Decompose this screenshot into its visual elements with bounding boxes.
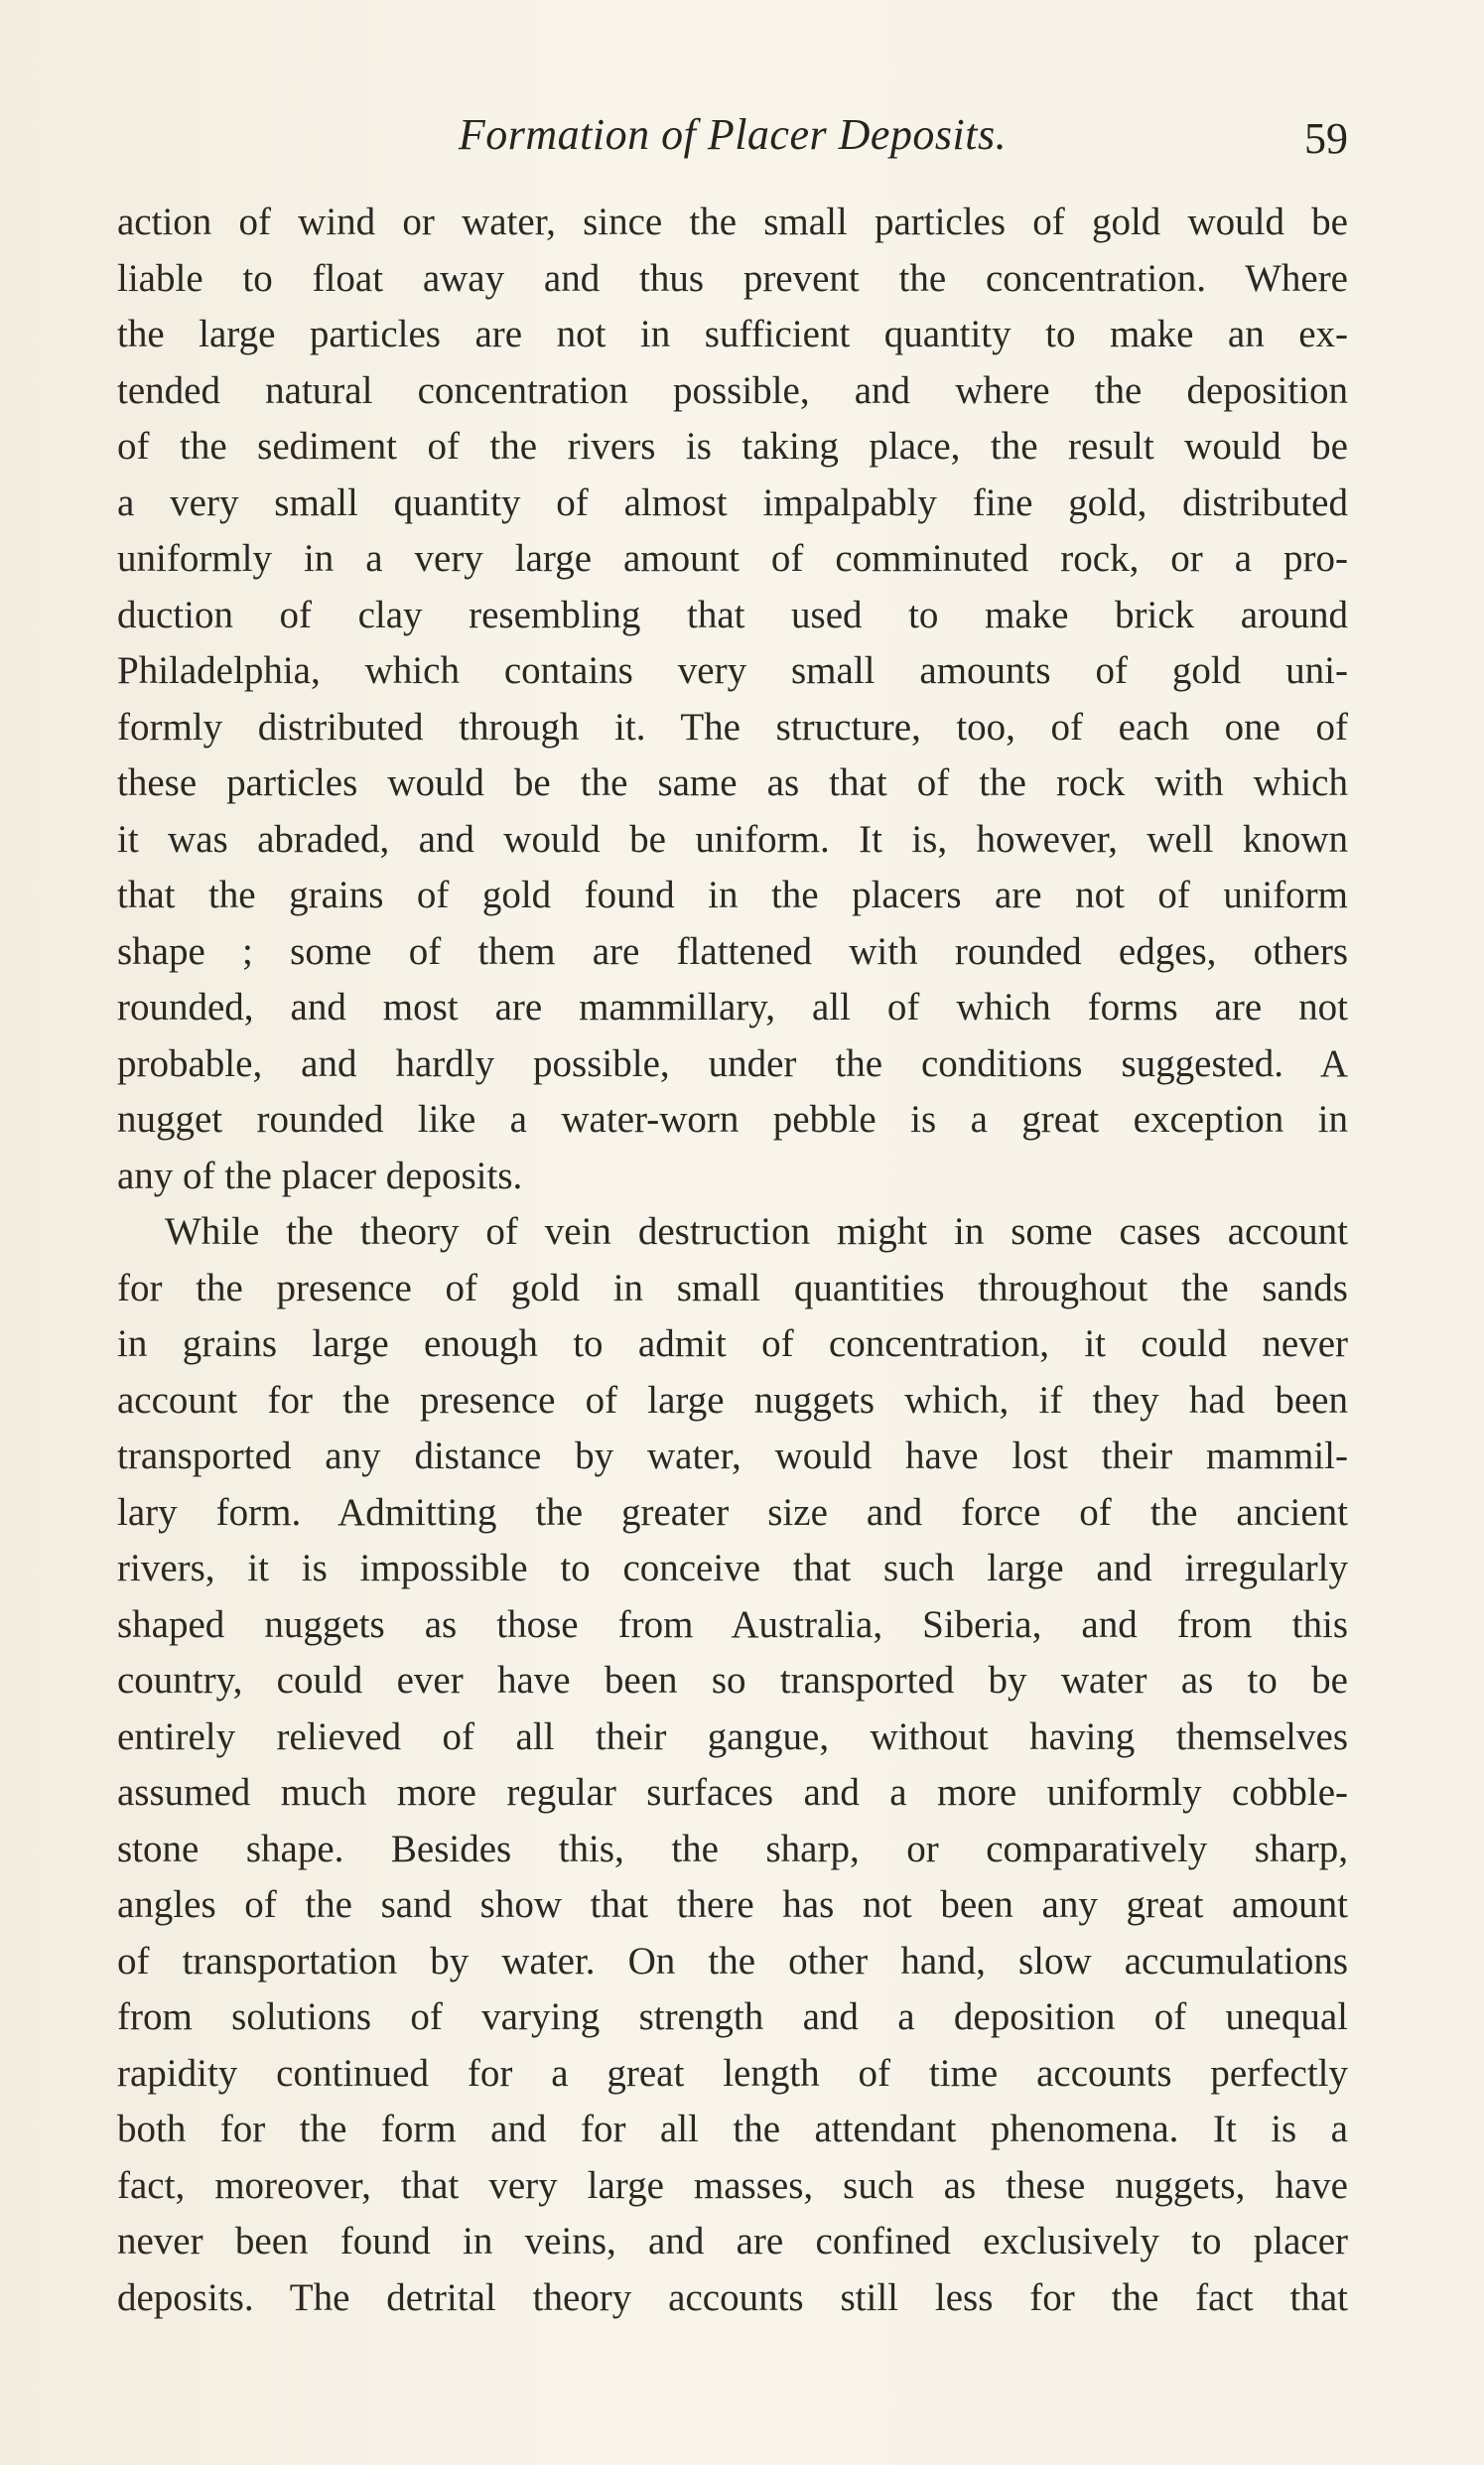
text-line: it was abraded, and would be uniform. It is, however, well known: [117, 817, 1348, 861]
text-line: for the presence of gold in small quantities throughout the sands: [117, 1266, 1348, 1309]
text-line: shape ; some of them are flattened with rounded edges, others: [117, 929, 1348, 973]
paragraph-end-line: any of the placer deposits.: [117, 1154, 523, 1197]
text-line: account for the presence of large nuggets which, if they had been: [117, 1378, 1348, 1422]
text-line: entirely relieved of all their gangue, without having themselves: [117, 1714, 1348, 1758]
text-line: duction of clay resembling that used to make brick around: [117, 593, 1348, 636]
text-line: of the sediment of the rivers is taking place, the result would be: [117, 425, 1348, 468]
text-line: the large particles are not in sufficient quantity to make an ex-: [117, 313, 1348, 355]
text-line: Philadelphia, which contains very small amounts of gold uni-: [117, 649, 1348, 692]
text-line: assumed much more regular surfaces and a more uniformly cobble-: [117, 1771, 1348, 1814]
text-line: liable to float away and thus prevent the concentration. Where: [117, 256, 1348, 300]
text-line: stone shape. Besides this, the sharp, or comparatively sharp,: [117, 1827, 1348, 1870]
text-line: fact, moreover, that very large masses, such as these nuggets, have: [117, 2163, 1348, 2207]
text-line: country, could ever have been so transported by water as to be: [117, 1659, 1348, 1702]
running-title: Formation of Placer Deposits.: [458, 110, 1008, 159]
text-line: these particles would be the same as that of the rock with which: [117, 761, 1348, 804]
text-line: rapidity continued for a great length of time accounts perfectly: [117, 2051, 1348, 2095]
paragraph-first-line: While the theory of vein destruction might in some cases account: [165, 1210, 1348, 1253]
text-line: transported any distance by water, would have lost their mammil-: [117, 1435, 1348, 1477]
text-line: in grains large enough to admit of concentration, it could never: [117, 1322, 1348, 1365]
text-line: that the grains of gold found in the placers are not of uniform: [117, 874, 1348, 916]
text-line: lary form. Admitting the greater size and force of the ancient: [117, 1490, 1348, 1534]
running-head: [117, 109, 1348, 179]
body-text: [117, 195, 1348, 2326]
page-number: 59: [1304, 114, 1348, 163]
text-line: a very small quantity of almost impalpably fine gold, distributed: [117, 480, 1348, 524]
text-line: of transportation by water. On the other hand, slow accumulations: [117, 1939, 1348, 1983]
text-line: from solutions of varying strength and a deposition of unequal: [117, 1995, 1348, 2038]
text-line: probable, and hardly possible, under the conditions suggested. A: [117, 1041, 1348, 1085]
text-line: nugget rounded like a water-worn pebble is a great exception in: [117, 1098, 1348, 1141]
text-line: shaped nuggets as those from Australia, Siberia, and from this: [117, 1602, 1348, 1646]
text-line: rivers, it is impossible to conceive that such large and irregularly: [117, 1547, 1348, 1589]
text-line: uniformly in a very large amount of comminuted rock, or a pro-: [117, 537, 1348, 580]
text-line: action of wind or water, since the small particles of gold would be: [117, 201, 1348, 243]
text-line: rounded, and most are mammillary, all of which forms are not: [117, 986, 1348, 1028]
text-line: both for the form and for all the attendant phenomena. It is a: [117, 2108, 1348, 2150]
text-line: angles of the sand show that there has not been any great amount: [117, 1883, 1348, 1926]
text-line: never been found in veins, and are confined exclusively to placer: [117, 2220, 1348, 2262]
text-line: formly distributed through it. The structure, too, of each one of: [117, 705, 1348, 749]
text-line: tended natural concentration possible, and where the deposition: [117, 368, 1348, 412]
text-line: deposits. The detrital theory accounts still less for the fact that: [117, 2275, 1348, 2319]
